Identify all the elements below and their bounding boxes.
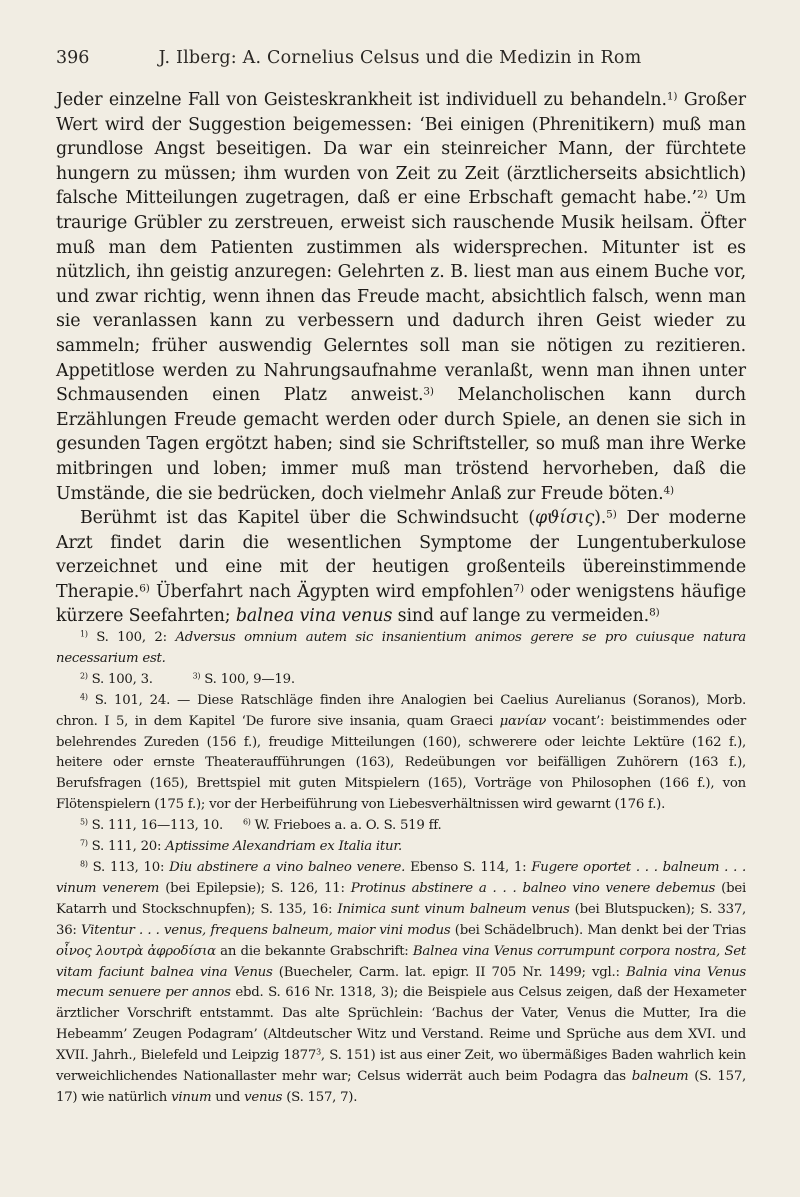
main-text bbox=[56, 88, 746, 629]
text-span: (bei Epilepsie); S. 126, 11: bbox=[159, 880, 351, 896]
text-span: (S. 157, 17) wie natürlich bbox=[56, 1069, 746, 1105]
footnote-ref-5: 5) bbox=[606, 508, 617, 521]
text-span: ). bbox=[594, 508, 607, 529]
footnote-4 bbox=[56, 691, 746, 816]
text-span: Melancholischen kann durch Erzählungen Freude gemacht werden oder durch Spiele, an denen sie sich in gesunden Tagen ergötzt haben; sind sie Schriftsteller, so muß man ihre Werke mitbringen und loben; immer muß man tröstend hervorheben, daß die Umstände, die sie bedrücken, doch vielmehr Anlaß zur Freude böten. bbox=[56, 385, 746, 504]
latin-quote: Protinus abstinere a . . . balneo vino venere debemus bbox=[350, 880, 716, 896]
footnote-1 bbox=[56, 628, 746, 670]
text-span: oder wenigstens häufige kürzere Seefahrten; bbox=[56, 581, 747, 627]
text-span: Überfahrt nach Ägypten wird empfohlen bbox=[149, 581, 514, 602]
text-span: und bbox=[211, 1089, 245, 1105]
footnote-mark: 5) bbox=[80, 817, 88, 827]
text-span: , S. 151) ist aus einer Zeit, wo übermäßiges Baden wahrlich kein verweichlichendes Nationallaster mehr war; Celsus widerrät auch beim Podagra das bbox=[56, 1048, 746, 1085]
footnote-ref-1: 1) bbox=[666, 90, 678, 103]
latin-quote: Fugere oportet . . . balneum . . . vinum venerem bbox=[56, 859, 746, 896]
footnote-ref-4: 4) bbox=[663, 483, 674, 496]
footnote-mark: 8) bbox=[80, 859, 88, 869]
text-span: (S. 157, 7). bbox=[282, 1089, 358, 1105]
text-span: Um traurige Grübler zu zerstreuen, erweist sich rauschende Musik heilsam. Öfter muß man dem Patienten zustimmen als widersprechen. Mitunter ist es nützlich, ihn geistig anzuregen: Gelehrten z. B. liest man aus einem Buche vor, und zwar richtig, wenn ihnen das Freude macht, absichtlich falsch, wenn man sie veranlassen kann zu verbessern und dadurch ihren Geist wieder zu sammeln; früher auswendig Gelerntes soll man sie nötigen zu rezitieren. Appetitlose werden zu Nahrungsaufnahme veranlaßt, wenn man ihnen unter Schmausenden einen Platz anweist. bbox=[56, 188, 746, 406]
footnote-ref-2: 2) bbox=[696, 188, 708, 201]
page-number: 396 bbox=[56, 48, 90, 68]
footnote-mark: 4) bbox=[80, 692, 88, 702]
footnotes bbox=[56, 628, 746, 1109]
greek-term: φϑίσις bbox=[534, 508, 595, 529]
text-span: vocant’: beistimmendes oder belehrendes Zureden (156 f.), freudige Mitteilungen (160), schwerere oder leichte Lektüre (162 f.), heitere oder ernste Theateraufführungen (163), Redeübungen vor beifälligen Zuhörern (163 f.), Berufsfragen (165), Brettspiel mit guten Mitspielern (165), Vorträge von Philosophen (166 f.), von Flötenspielern (175 f.); vor der Herbeiführung von Liebesverhältnissen wird gewarnt (176 f.). bbox=[56, 713, 746, 813]
text-span: (Buecheler, Carm. lat. epigr. II 705 Nr. 1499; vgl.: bbox=[272, 964, 627, 980]
text-span: S. 100, 9—19. bbox=[200, 671, 295, 687]
page-header bbox=[56, 48, 744, 72]
text-span: an die bekannte Grabschrift: bbox=[215, 943, 413, 959]
latin-word: venus bbox=[244, 1089, 283, 1105]
footnote-mark: 1) bbox=[80, 629, 88, 639]
footnote-ref-8: 8) bbox=[649, 606, 660, 619]
latin-quote: Balnea vina Venus corrumpunt corpora nostra, Set vitam faciunt balnea vina Venus bbox=[56, 943, 746, 980]
footnote-ref-3: 3) bbox=[423, 385, 434, 398]
footnote-ref-6: 6) bbox=[139, 582, 150, 595]
footnote-8 bbox=[56, 858, 746, 1109]
text-span: (bei Blutspucken); S. 337, 36: bbox=[56, 901, 747, 938]
latin-quote: Aptissime Alexandriam ex Italia itur. bbox=[165, 839, 402, 855]
greek-term: μανίαν bbox=[499, 713, 547, 729]
running-title: J. Ilberg: A. Cornelius Celsus und die Medizin in Rom bbox=[158, 48, 642, 68]
latin-word: balneum bbox=[631, 1069, 689, 1085]
footnote-mark: 7) bbox=[80, 838, 88, 848]
text-span: S. 100, 2: bbox=[87, 630, 176, 645]
text-span: S. 100, 3. bbox=[87, 671, 153, 687]
footnote-7 bbox=[56, 837, 746, 858]
text-span: Ebenso S. 114, 1: bbox=[405, 859, 532, 875]
footnote-mark: 3) bbox=[192, 671, 201, 681]
text-span: S. 101, 24. — Diese Ratschläge finden ihre Analogien bei Caelius Aurelianus (Soranos), Morb. chron. I 5, in dem Kapitel ‘De furore sive insania, quam Graeci bbox=[56, 692, 746, 729]
latin-phrase: balnea vina venus bbox=[235, 606, 393, 627]
footnote-mark: 6) bbox=[242, 817, 251, 827]
footnote-mark: 2) bbox=[80, 671, 88, 681]
latin-quote: Inimica sunt vinum balneum venus bbox=[337, 901, 570, 917]
text-span: (bei Schädelbruch). Man denkt bei der Trias bbox=[450, 922, 746, 938]
text-span: Großer Wert wird der Suggestion beigemessen: ‘Bei einigen (Phrenitikern) muß man grundlose Angst beseitigen. Da war ein steinreicher Mann, der fürchtete hungern zu müssen; ihm wurden von Zeit zu Zeit (ärztlicherseits absichtlich) falsche Mitteilungen zugetragen, daß er eine Erbschaft gemacht habe.’ bbox=[56, 90, 746, 209]
paragraph-2 bbox=[56, 506, 746, 629]
text-span: W. Frieboes a. a. O. S. 519 ff. bbox=[250, 818, 442, 834]
latin-quote: Vitentur . . . venus, frequens balneum, maior vini modus bbox=[81, 922, 451, 938]
edition-superscript: 3 bbox=[316, 1047, 321, 1057]
latin-quote: Balnia vina Venus mecum senuere per annos bbox=[56, 964, 746, 1001]
latin-quote: Diu abstinere a vino balneo venere. bbox=[169, 859, 406, 875]
greek-term: οἶνος λουτρὰ ἀφροδίσια bbox=[56, 943, 216, 959]
text-span: Jeder einzelne Fall von Geisteskrankheit ist individuell zu behandeln. bbox=[56, 90, 667, 110]
footnote-ref-7: 7) bbox=[513, 582, 524, 595]
text-span: Berühmt ist das Kapitel über die Schwindsucht ( bbox=[80, 508, 535, 529]
text-span: Der moderne Arzt findet darin die wesentlichen Symptome der Lungentuberkulose verzeichnet und eine mit der heutigen großenteils übereinstimmende Therapie. bbox=[56, 508, 746, 602]
latin-word: vinum bbox=[171, 1089, 212, 1105]
text-span: S. 113, 10: bbox=[87, 859, 170, 875]
footnote-2-3 bbox=[56, 670, 746, 691]
text-span: S. 111, 20: bbox=[87, 839, 166, 855]
footnote-5-6 bbox=[56, 816, 746, 837]
paragraph-1 bbox=[56, 88, 746, 506]
text-span: ebd. S. 616 Nr. 1318, 3); die Beispiele aus Celsus zeigen, daß der Hexameter ärztlicher Vorschrift entstammt. Das alte Sprüchlein: ‘Bachus der Vater, Venus die Mutter, Ira die Hebeamm’ Zeugen Podagram’ (Altdeutscher Witz und Verstand. Reime und Sprüche aus dem XVI. und XVII. Jahrh., Bielefeld und Leipzig 1877 bbox=[56, 985, 746, 1064]
text-span: S. 111, 16—113, 10. bbox=[87, 818, 224, 834]
text-span: sind auf lange zu vermeiden. bbox=[392, 606, 650, 627]
latin-quote: Adversus omnium autem sic insanientium animos gerere se pro cuiusque natura necessarium est. bbox=[56, 630, 746, 666]
text-span: (bei Katarrh und Stockschnupfen); S. 135, 16: bbox=[56, 880, 746, 917]
